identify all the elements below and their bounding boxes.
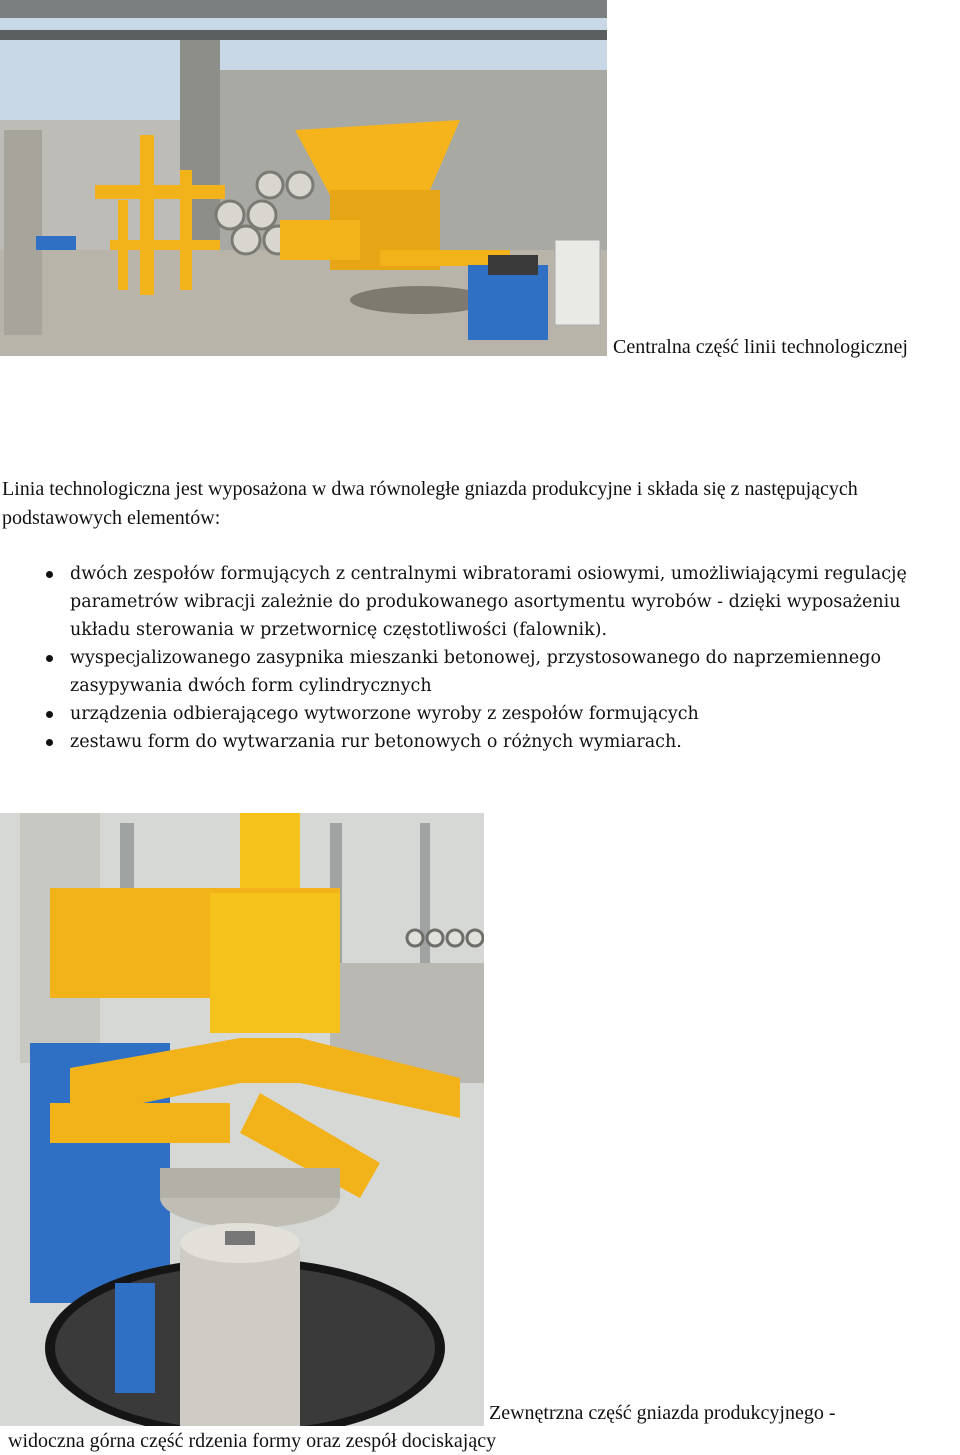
list-item: zestawu form do wytwarzania rur betonowych o różnych wymiarach.	[0, 728, 940, 756]
intro-paragraph: Linia technologiczna jest wyposażona w dwa równoległe gniazda produkcyjne i składa się z następujących podstawowych elementów:	[2, 478, 858, 529]
first-photo-caption: Centralna część linii technologicznej	[613, 336, 908, 358]
bullet-icon	[46, 711, 53, 718]
list-item: wyspecjalizowanego zasypnika mieszanki betonowej, przystosowanego do naprzemiennego zasypywania dwóch form cylindrycznych	[0, 644, 940, 700]
list-item: urządzenia odbierającego wytworzone wyroby z zespołów formujących	[0, 700, 940, 728]
bullet-icon	[46, 571, 53, 578]
bullet-icon	[46, 739, 53, 746]
production-line-photo	[0, 0, 607, 356]
elements-list	[0, 560, 940, 756]
list-item: dwóch zespołów formujących z centralnymi wibratorami osiowymi, umożliwiającymi regulację parametrów wibracji zależnie do produkowanego asortymentu wyrobów - dzięki wyposażeniu układu sterowania w przetwornicę częstotliwości (falownik).	[0, 560, 940, 644]
second-photo-caption: Zewnętrzna część gniazda produkcyjnego -	[489, 1402, 836, 1424]
bullet-icon	[46, 655, 53, 662]
second-photo-caption-continued: widoczna górna część rdzenia formy oraz zespół dociskający	[8, 1430, 497, 1452]
production-socket-photo	[0, 813, 484, 1426]
